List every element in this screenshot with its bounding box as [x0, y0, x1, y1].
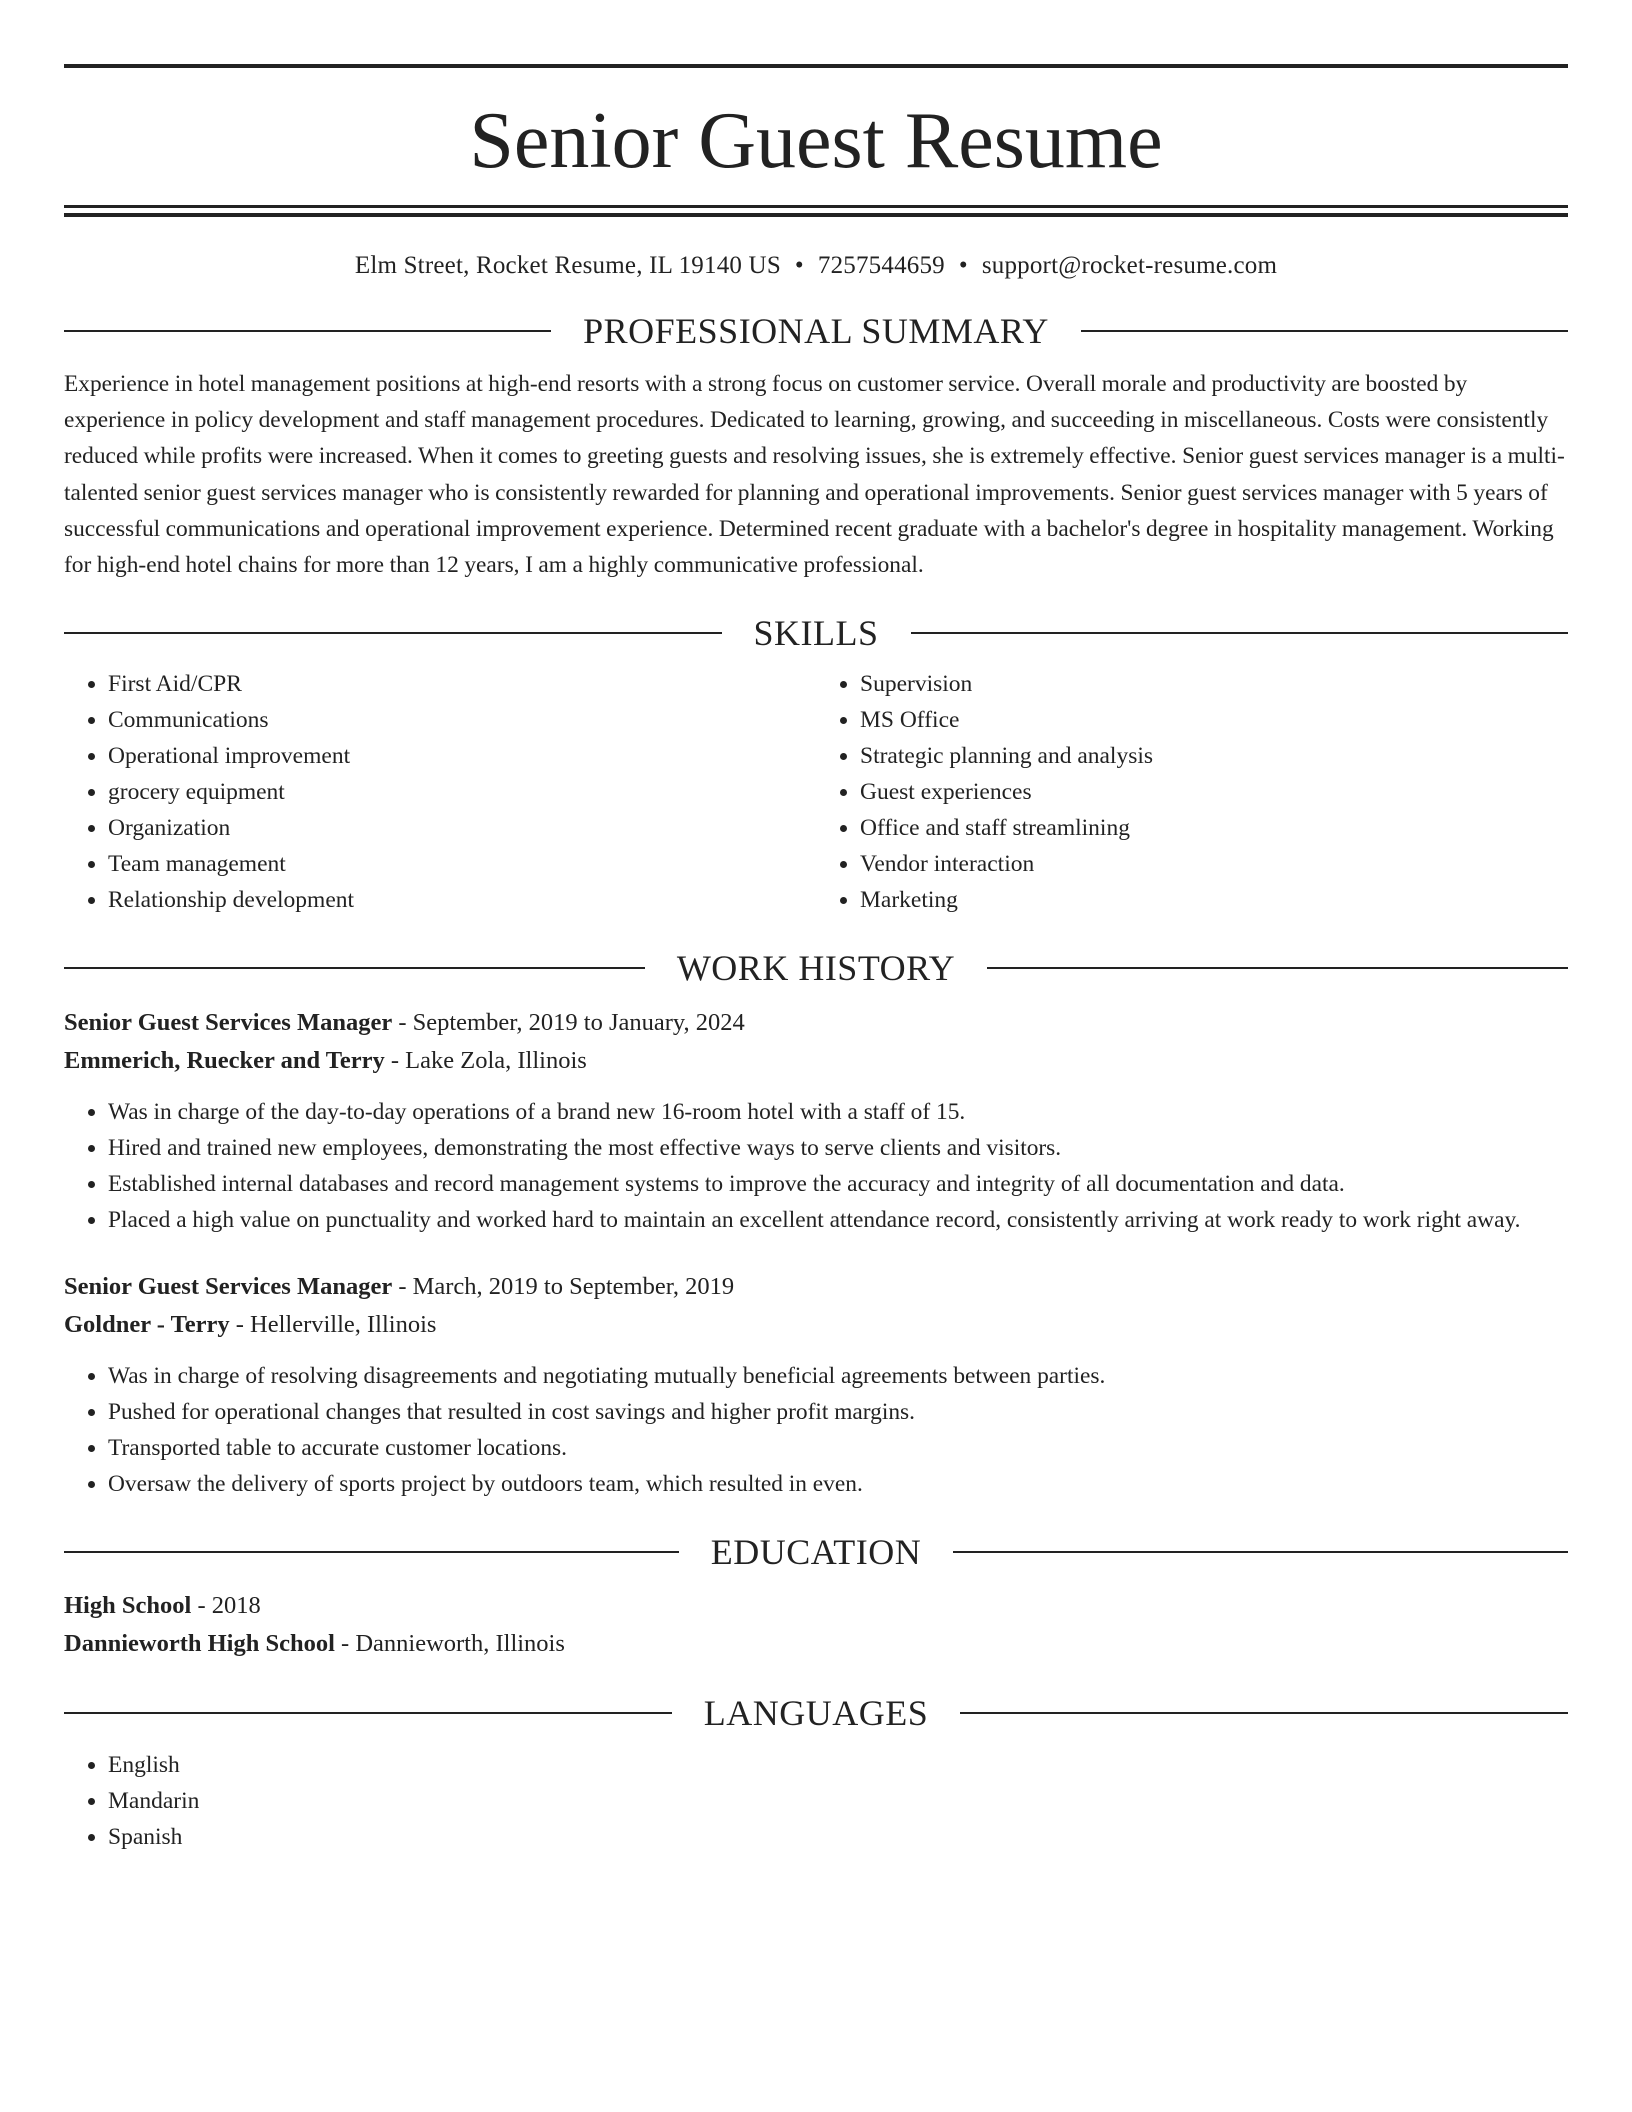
education-school: Dannieworth High School — [64, 1630, 335, 1658]
section-heading-languages — [64, 1691, 1568, 1735]
language-item: • Mandarin — [108, 1783, 1568, 1819]
section-heading-education — [64, 1530, 1568, 1574]
job-entry — [64, 1268, 1568, 1502]
skill-item: • First Aid/CPR — [108, 666, 816, 702]
skills-list-left — [64, 666, 816, 918]
job-title: Senior Guest Services Manager — [64, 1009, 393, 1037]
job-bullet: • Oversaw the delivery of sports project by outdoors team, which resulted in even. — [108, 1466, 1568, 1502]
education-degree: High School — [64, 1592, 192, 1620]
job-company: Goldner - Terry — [64, 1311, 230, 1339]
job-bullet: • Was in charge of resolving disagreements and negotiating mutually beneficial agreements between parties. — [108, 1358, 1568, 1394]
job-bullets — [64, 1094, 1568, 1238]
contact-separator: • — [794, 252, 804, 279]
section-heading-summary — [64, 309, 1568, 353]
skill-item: • Marketing — [860, 882, 1568, 918]
job-company-line — [64, 1306, 1568, 1344]
heading-rule — [64, 632, 722, 634]
language-item: • English — [108, 1747, 1568, 1783]
skills-list-right — [816, 666, 1568, 918]
contact-phone: 7257544659 — [817, 252, 945, 279]
job-bullet: • Pushed for operational changes that resulted in cost savings and higher profit margins. — [108, 1394, 1568, 1430]
skill-item: • Vendor interaction — [860, 846, 1568, 882]
heading-rule — [987, 967, 1568, 969]
heading-rule — [1081, 330, 1568, 332]
heading-rule — [64, 330, 551, 332]
job-bullet: • Established internal databases and record management systems to improve the accuracy and integrity of all documentation and data. — [108, 1166, 1568, 1202]
job-dates: - September, 2019 to January, 2024 — [392, 1009, 745, 1037]
heading-rule — [911, 632, 1569, 634]
name-double-rule — [64, 205, 1568, 217]
job-title-line — [64, 1004, 1568, 1042]
job-entry — [64, 1004, 1568, 1238]
skill-item: • MS Office — [860, 702, 1568, 738]
contact-email: support@rocket-resume.com — [981, 252, 1278, 279]
job-location: - Lake Zola, Illinois — [384, 1047, 587, 1075]
section-title: PROFESSIONAL SUMMARY — [583, 311, 1049, 351]
skill-item: • Office and staff streamlining — [860, 810, 1568, 846]
job-bullet: • Placed a high value on punctuality and worked hard to maintain an excellent attendance record, consistently arriving at work ready to work right away. — [108, 1202, 1568, 1238]
skill-item: • Guest experiences — [860, 774, 1568, 810]
section-title: LANGUAGES — [703, 1693, 929, 1734]
education-degree-line — [64, 1587, 1568, 1625]
section-title: WORK HISTORY — [676, 948, 956, 989]
education-location: - Dannieworth, Illinois — [334, 1630, 565, 1658]
job-location: - Hellerville, Illinois — [229, 1311, 437, 1339]
job-bullet: • Transported table to accurate customer locations. — [108, 1430, 1568, 1466]
skill-item: • Operational improvement — [108, 738, 816, 774]
skill-item: • Strategic planning and analysis — [860, 738, 1568, 774]
resume-name: Senior Guest Resume — [469, 97, 1163, 185]
languages-list — [64, 1747, 1568, 1855]
section-heading-skills — [64, 611, 1568, 655]
heading-rule — [64, 1712, 672, 1714]
section-heading-work — [64, 946, 1568, 990]
education-entry — [64, 1587, 1568, 1663]
contact-line — [64, 251, 1568, 281]
section-title: EDUCATION — [710, 1532, 922, 1573]
job-bullet: • Was in charge of the day-to-day operations of a brand new 16-room hotel with a staff of 15. — [108, 1094, 1568, 1130]
job-company: Emmerich, Ruecker and Terry — [64, 1047, 385, 1075]
heading-rule — [64, 967, 645, 969]
top-rule — [64, 64, 1568, 68]
job-dates: - March, 2019 to September, 2019 — [392, 1273, 735, 1301]
skills-columns — [64, 666, 1568, 918]
skill-item: • grocery equipment — [108, 774, 816, 810]
skill-item: • Organization — [108, 810, 816, 846]
job-title: Senior Guest Services Manager — [64, 1273, 393, 1301]
heading-rule — [953, 1551, 1568, 1553]
languages-block — [64, 1747, 1568, 1855]
contact-address: Elm Street, Rocket Resume, IL 19140 US — [354, 252, 781, 279]
education-year: - 2018 — [191, 1592, 261, 1620]
resume-page — [64, 64, 1568, 1855]
skill-item: • Communications — [108, 702, 816, 738]
heading-rule — [64, 1551, 679, 1553]
job-bullet: • Hired and trained new employees, demonstrating the most effective ways to serve clients and visitors. — [108, 1130, 1568, 1166]
language-item: • Spanish — [108, 1819, 1568, 1855]
job-bullets — [64, 1358, 1568, 1502]
summary-text: Experience in hotel management positions at high-end resorts with a strong focus on customer service. Overall morale and productivity are boosted by experience in policy development and staff management procedures. Dedicated to learning, growing, and succeeding in miscellaneous. Costs were consistently reduced while profits were increased. When it comes to greeting guests and resolving issues, she is extremely effective. Senior guest services manager is a multi-talented senior guest services manager who is consistently rewarded for planning and operational improvements. Senior guest services manager with 5 years of successful communications and operational improvement experience. Determined recent graduate with a bachelor's degree in hospitality management. Working for high-end hotel chains for more than 12 years, I am a highly communicative professional. — [64, 371, 1565, 579]
contact-separator: • — [958, 252, 968, 279]
job-company-line — [64, 1042, 1568, 1080]
section-title: SKILLS — [753, 613, 879, 654]
heading-rule — [960, 1712, 1568, 1714]
skill-item: • Supervision — [860, 666, 1568, 702]
education-school-line — [64, 1625, 1568, 1663]
skill-item: • Team management — [108, 846, 816, 882]
job-title-line — [64, 1268, 1568, 1306]
skill-item: • Relationship development — [108, 882, 816, 918]
